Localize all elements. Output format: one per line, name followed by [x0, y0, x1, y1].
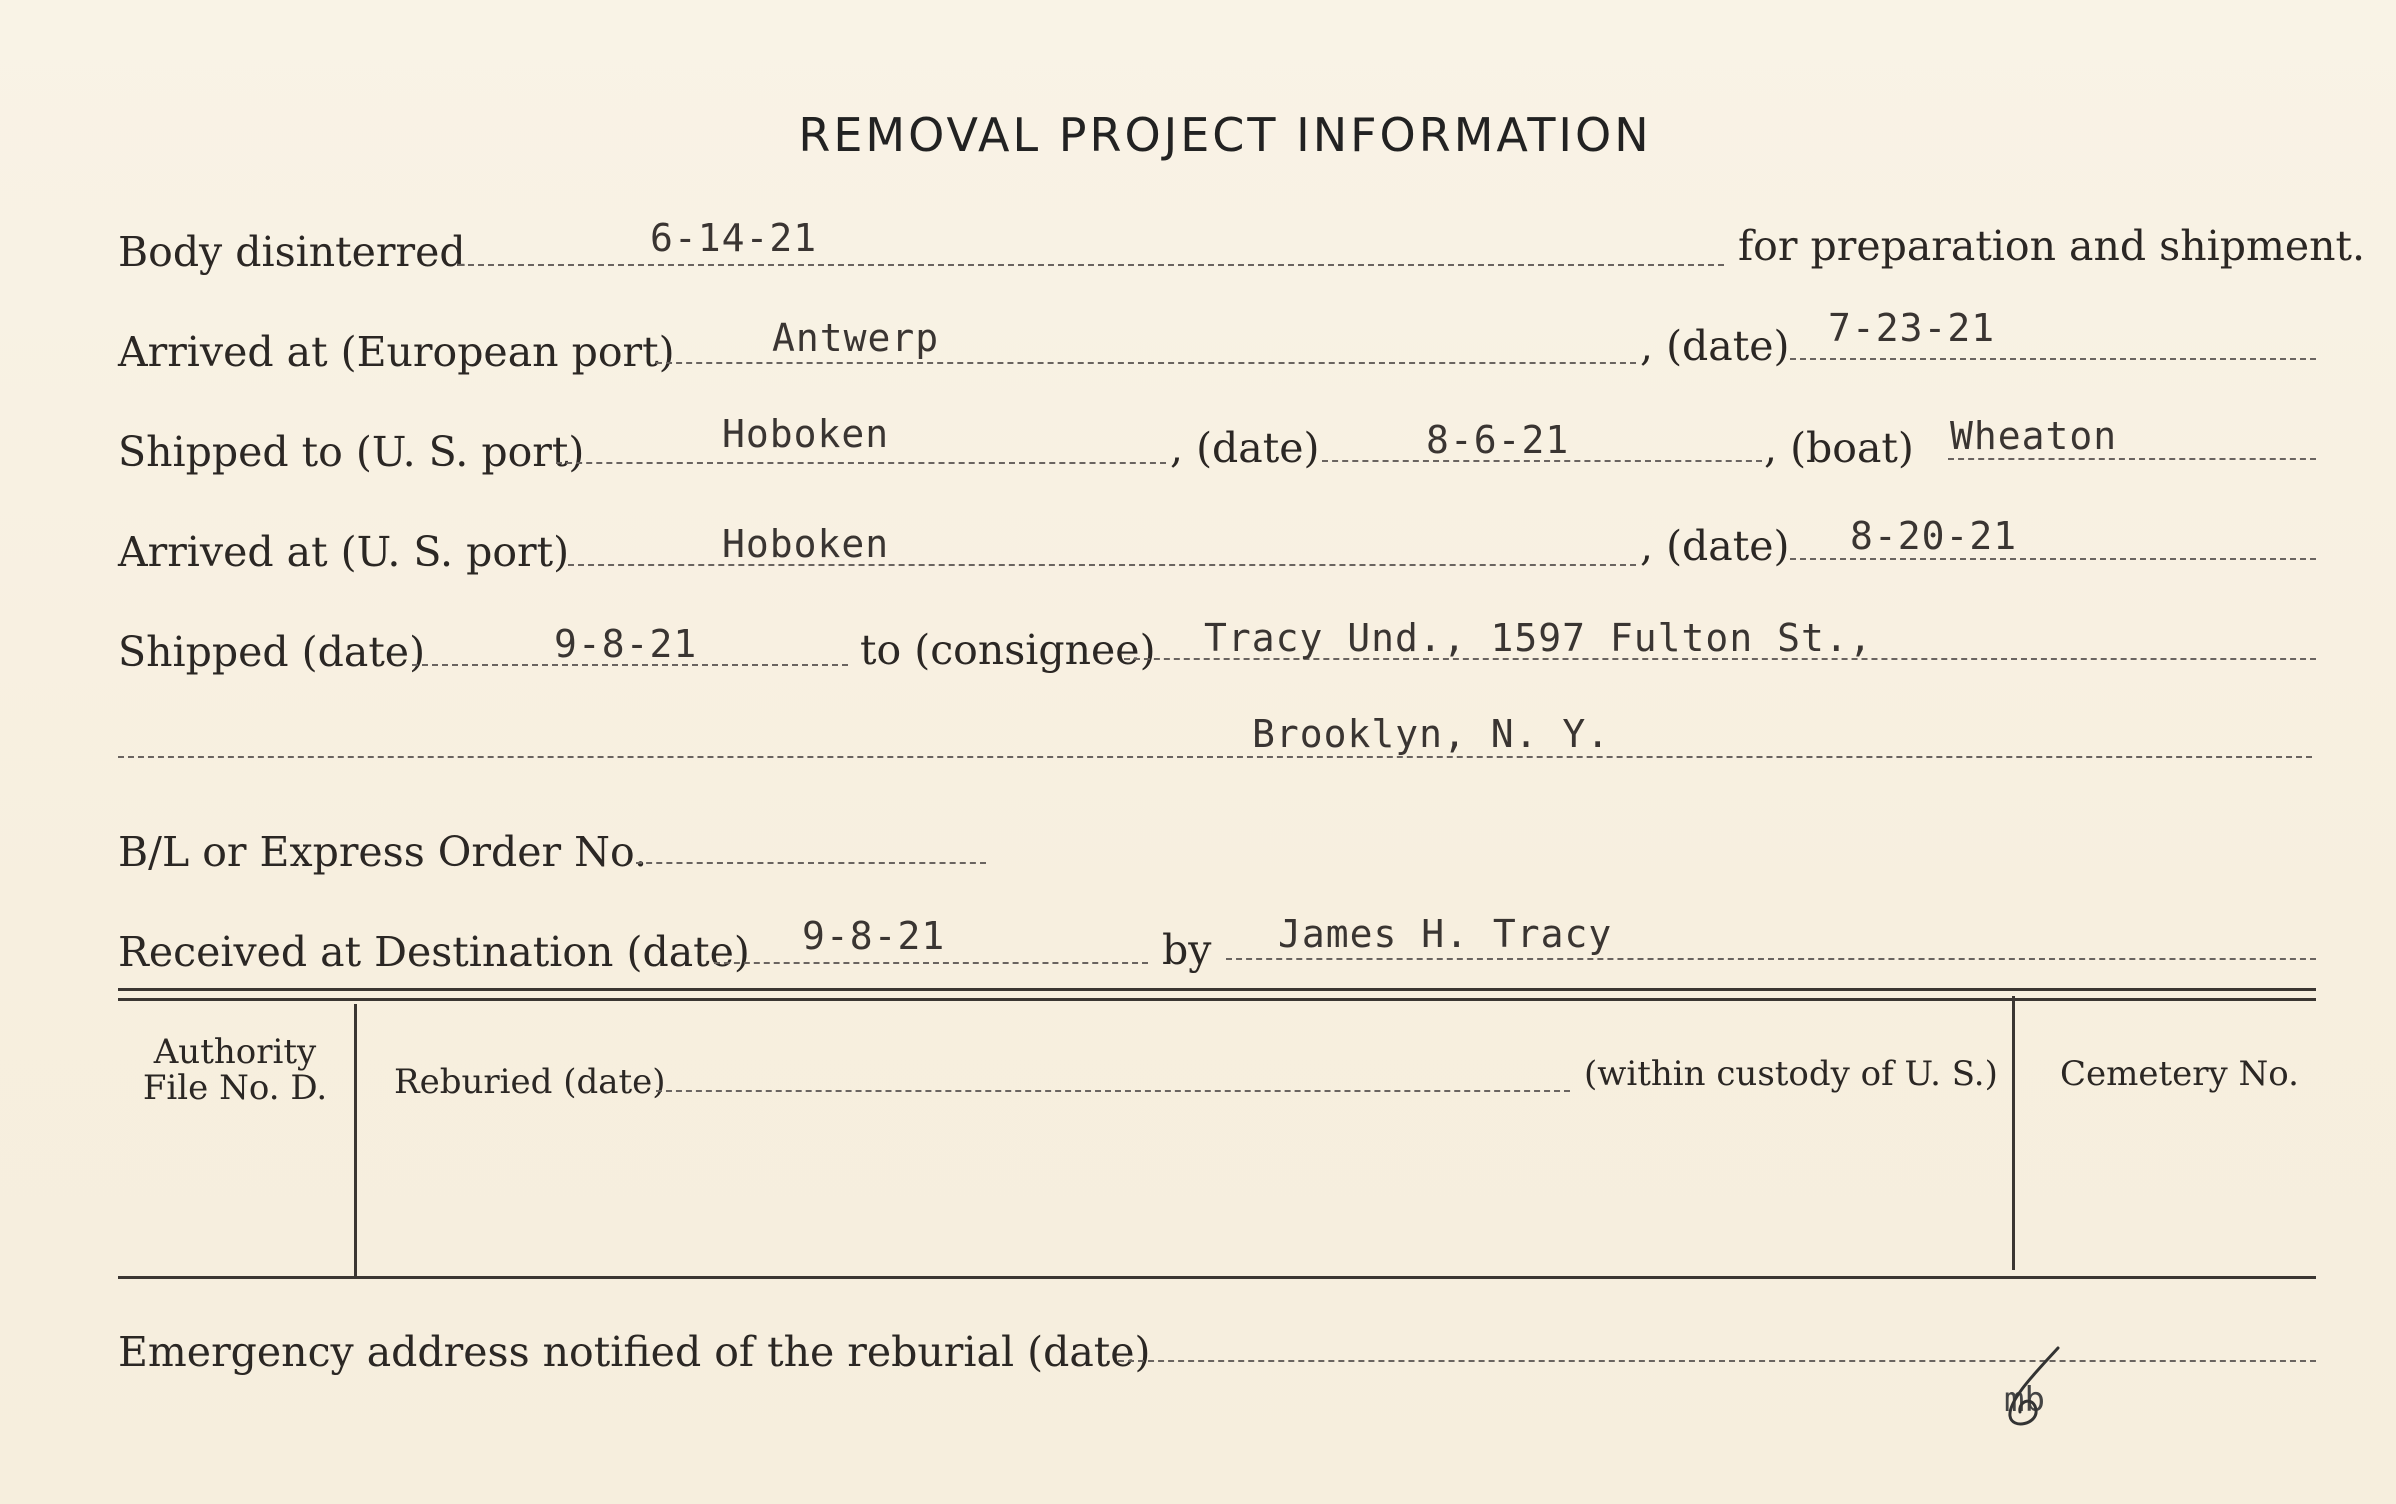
shipped-us-line: [556, 462, 1166, 464]
consignee-line-2: [118, 756, 2312, 758]
bl-label: B/L or Express Order No.: [118, 828, 648, 876]
received-by-label: by: [1162, 926, 1212, 974]
received-by-line: [1226, 958, 2316, 960]
box-top-rule-2: [118, 998, 2316, 1001]
arrived-us-date-label: , (date): [1640, 522, 1790, 570]
reburied-label: Reburied (date): [394, 1062, 666, 1102]
shipped-date: 9-8-21: [554, 622, 698, 666]
shipped-date-label: Shipped (date): [118, 628, 426, 676]
consignee-line2: Brooklyn, N. Y.: [1252, 712, 1611, 756]
authority-line2: File No. D.: [142, 1068, 328, 1108]
cemetery-label: Cemetery No.: [2060, 1054, 2299, 1094]
consignee-line1: Tracy Und., 1597 Fulton St.,: [1204, 616, 1873, 660]
arrived-us-label: Arrived at (U. S. port): [118, 528, 570, 576]
arrived-eu-value: Antwerp: [772, 316, 940, 360]
shipped-us-value: Hoboken: [722, 412, 890, 456]
disinterred-value: 6-14-21: [650, 216, 818, 260]
clerk-initials: mb: [2004, 1380, 2045, 1420]
arrived-eu-line: [656, 362, 1636, 364]
received-date: 9-8-21: [802, 914, 946, 958]
disinterred-line: [458, 264, 1724, 266]
arrived-us-value: Hoboken: [722, 522, 890, 566]
reburied-line: [656, 1090, 1570, 1092]
arrived-eu-label: Arrived at (European port): [118, 328, 675, 376]
box-bottom-rule: [118, 1276, 2316, 1279]
shipped-us-boat: Wheaton: [1950, 414, 2118, 458]
received-by: James H. Tracy: [1278, 912, 1613, 956]
box-top-rule-1: [118, 988, 2316, 991]
disinterred-label: Body disinterred: [118, 228, 466, 276]
received-label: Received at Destination (date): [118, 928, 750, 976]
custody-label: (within custody of U. S.): [1584, 1054, 1998, 1094]
handwritten-loop-mark: [1998, 1340, 2078, 1430]
authority-line1: Authority: [153, 1032, 317, 1072]
card-title: REMOVAL PROJECT INFORMATION: [798, 108, 1652, 162]
received-date-line: [714, 962, 1148, 964]
box-divider-right: [2012, 996, 2015, 1270]
arrived-eu-date: 7-23-21: [1828, 306, 1996, 350]
shipped-us-label: Shipped to (U. S. port): [118, 428, 585, 476]
shipped-us-boat-line: [1948, 458, 2316, 460]
shipped-us-date-label: , (date): [1170, 424, 1320, 472]
shipped-us-boat-label: , (boat): [1764, 424, 1914, 472]
arrived-us-date-line: [1790, 558, 2316, 560]
bl-line: [636, 862, 986, 864]
consignee-label: to (consignee): [860, 626, 1156, 674]
disinterred-suffix: for preparation and shipment.: [1738, 222, 2366, 270]
emergency-line: [1118, 1360, 2316, 1362]
arrived-eu-date-line: [1790, 358, 2316, 360]
shipped-us-date: 8-6-21: [1426, 418, 1570, 462]
emergency-label: Emergency address notified of the reburial (date): [118, 1328, 1151, 1376]
box-divider-left: [354, 1004, 357, 1278]
arrived-eu-date-label: , (date): [1640, 322, 1790, 370]
arrived-us-date: 8-20-21: [1850, 514, 2018, 558]
